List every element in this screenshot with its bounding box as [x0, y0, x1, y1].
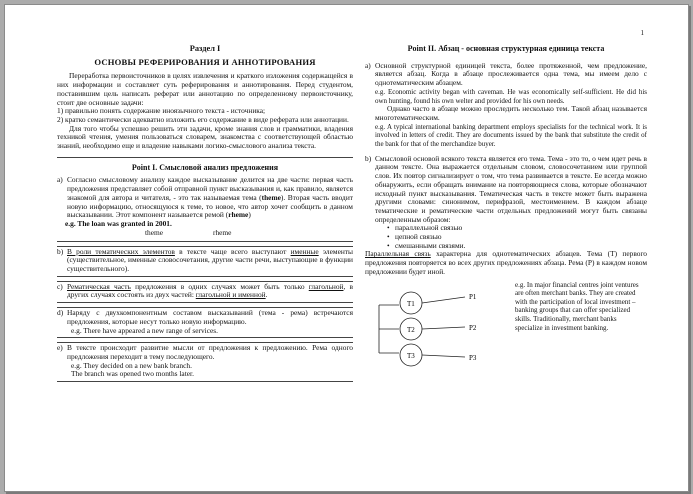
- left-column: [57, 45, 353, 382]
- bullet-3: • смешанными связями.: [365, 242, 647, 251]
- example-e-2: The branch was opened two months later.: [71, 369, 194, 379]
- example-right-a: e.g. Economic activity began with caveman. He was economically self-sufficient. He did his own hunting, found his own welter and provided for his own needs.: [375, 87, 647, 105]
- example-e-1: e.g. They decided on a new bank branch.: [71, 360, 192, 370]
- rheme-node-3: P3: [469, 353, 477, 362]
- point-2-heading: Point II. Абзац - основная структурная единица текста: [407, 44, 605, 53]
- theme-node-1: T1: [407, 299, 415, 308]
- example-a: e.g. The loan was granted in 2001.: [65, 218, 172, 228]
- example-parallel: e.g. In major financial centres joint ventures are often merchant banks. They are created with the participation of local investment – banking groups that can offer specialized skills. Traditionally, merchant banks specialize in investment banking.: [515, 280, 639, 332]
- right-column: [365, 45, 647, 377]
- bullet-2: • цепной связью: [365, 233, 647, 242]
- parallel-link-text: Параллельная связь характерна для однотематических абзацев. Тема (T) первого предложения повторяется во всех других предложениях абзаца. Рема (P) в каждом новом предложении будет иной.: [365, 249, 648, 276]
- multi-theme-text: Однако часто в абзаце можно проследить несколько тем. Такой абзац называется многотематическим.: [375, 104, 647, 122]
- rheme-node-2: P2: [469, 323, 477, 332]
- list-item-d: d) Нарядy с двухкомпонентным составом высказываний (тема - рема) встречаются предложения, которые несут только новую информацию. e.g. There have appeared a new range of services.: [57, 307, 353, 338]
- list-item-a: a) Согласно смысловому анализу каждое высказывание делится на две части: первая часть предложения представляет собой отправной пункт высказывания и, как правило, является знакомой для автора и читателя, - это так называемая тема (theme). Вторая часть вводит новую информацию, относящуюся к теме, то новое, что автор хочет сообщить в данном высказывании. Этот компонент называется ремой (rheme) e.g. The loan was granted in 2001. theme rheme: [57, 175, 353, 237]
- right-item-a: a) Основной структурной единицей текста, более протяженной, чем предложение, является абзац. Когда в абзаце прослеживается одна тема, мы имеем дело с однотематическим абзацем. e.g. Economic activity began with caveman. He was economically self-sufficient. He did his own hunting, found his own welter and provided for his own needs. Однако часто в абзаце можно проследить несколько тем. Такой абзац называется многотематическим. e.g. A typical international banking department employs specialists for the technical work. It is involved in letters of credit. They are documents issued by the bank that substitute the credit of the bank for that of the merchandize buyer.: [365, 60, 647, 149]
- theme-label: theme: [145, 227, 164, 237]
- document-page: [4, 4, 689, 492]
- right-item-b: b) Смысловой основой всякого текста является его тема. Тема - это то, о чем идет речь в данном тексте. Она выражается отдельным словом, словосочетанием или группой слов. Их повтор сигнализирует о том, что тема развивается в тексте. Ее всегда можно обнаружить, если обращать внимание на повторяющиеся слова, которые обозначают исходный пункт высказывания. Тематическая часть в тексте может быть выражена другими словами: синонимом, перифразой, местоимением. В каждом абзаце тематические и рематические части отдельных предложений могут быть связаны определенным образом:: [365, 153, 647, 224]
- bullet-1: • параллельной связью: [365, 224, 647, 233]
- diagram-row: [365, 281, 647, 377]
- example-right-a-2: e.g. A typical international banking department employs specialists for the technical work. It is involved in letters of credit. They are documents issued by the bank that substitute the credit of the bank for that of the merchandize buyer.: [375, 122, 647, 149]
- list-item-c: c) Рематическая часть предложения в одних случаях может быть только глагольной, в других случаях состоять из двух частей: глагольной и именной.: [57, 281, 353, 303]
- intro-paragraph-1: Переработка первоисточников в целях извлечения и краткого изложения содержащейся в них информации и составляет суть реферирования и аннотирования. Перед студентом, поставившим цель написать реферат или аннотацию по определенному первоисточнику, стоит две основные задачи:: [57, 71, 353, 107]
- example-d: e.g. There have appeared a new range of services.: [71, 325, 218, 335]
- theme-node-3: T3: [407, 351, 415, 360]
- section-label: Раздел I: [189, 44, 221, 53]
- rheme-node-1: P1: [469, 292, 477, 301]
- task-1: 1) правильно понять содержание иноязычного текста - источника;: [57, 106, 266, 116]
- list-item-e: e) В тексте происходит развитие мысли от предложения к предложению. Рема одного предложения переходит в тему последующего. e.g. They decided on a new bank branch. The branch was opened two months later.: [57, 342, 353, 382]
- rheme-label: rheme: [213, 227, 232, 237]
- page-number: 1: [640, 29, 644, 37]
- intro-paragraph-2: Для того чтобы успешно решить эти задачи, кроме знания слов и грамматики, владения техникой чтения, умения пользоваться словарем, знакомства с соответствующей областью знаний, необходимо еще и владение навыками логико-смыслового анализа текста.: [57, 123, 353, 151]
- task-2: 2) кратко семантически адекватно изложить его содержание в виде реферата или аннотации.: [57, 114, 349, 124]
- list-item-b: b) В роли тематических элементов в тексте чаще всего выступают именные элементы (существительное, именные словосочетания, другие части речи, выступающие в функции существительного).: [57, 246, 353, 277]
- parallel-diagram: [373, 285, 493, 377]
- section-title: ОСНОВЫ РЕФЕРИРОВАНИЯ И АННОТИРОВАНИЯ: [94, 56, 316, 67]
- theme-node-2: T2: [407, 325, 415, 334]
- point-1-heading: Point I. Смысловой анализ предложения: [131, 162, 279, 172]
- point-1-block: [57, 157, 353, 242]
